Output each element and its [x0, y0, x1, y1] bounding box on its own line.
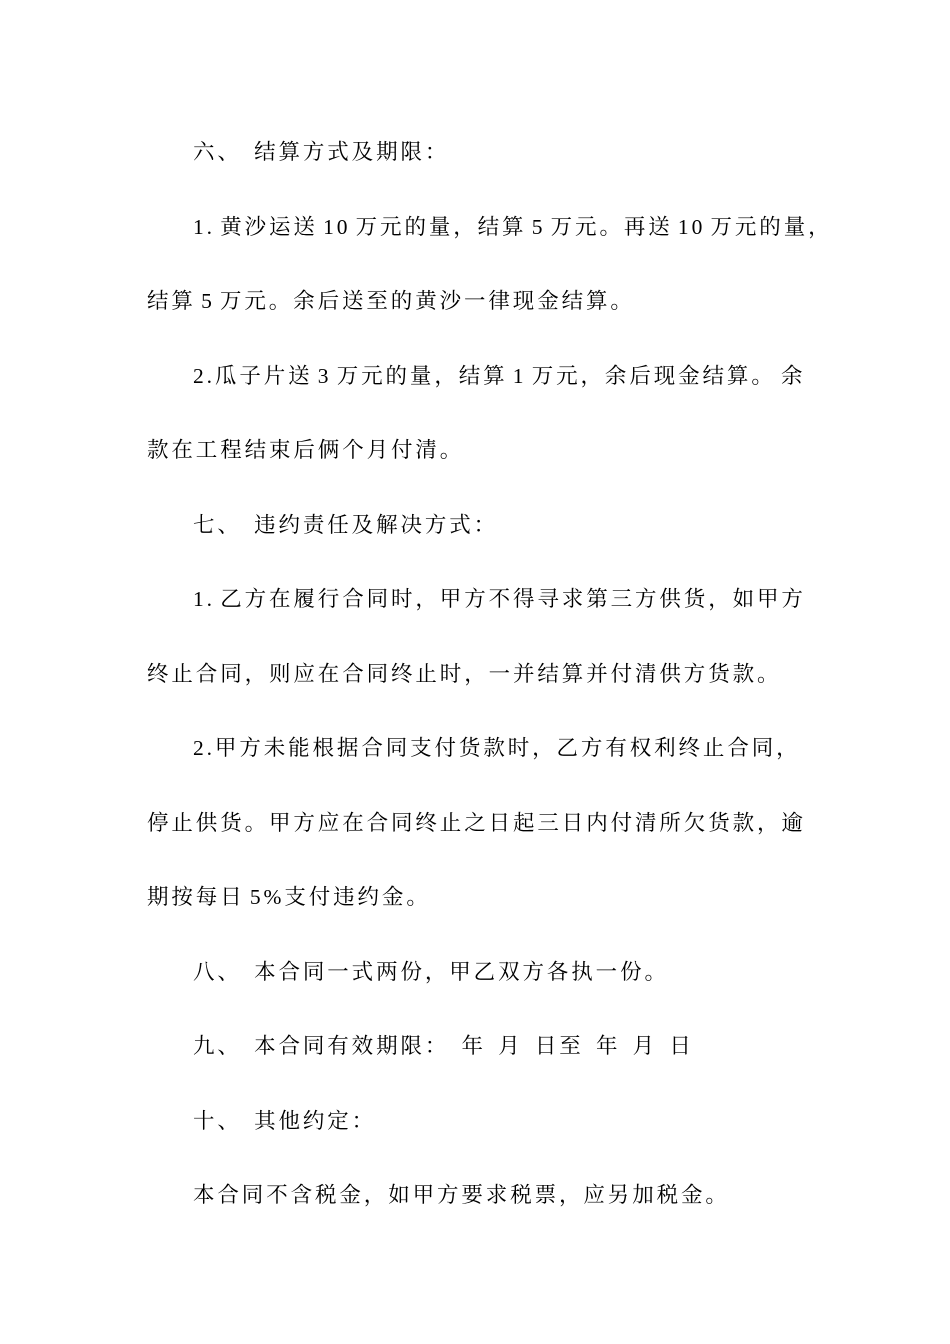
section-validity-period: [147, 1009, 907, 1084]
paragraph-line: 终止合同，则应在合同终止时，一并结算并付清供方货款。: [147, 661, 782, 686]
section-settlement: [147, 115, 907, 488]
paragraph: [147, 190, 907, 339]
paragraph-line: 1. 黄沙运送 10 万元的量，结算 5 万元。再送 10 万元的量，: [193, 214, 833, 239]
paragraph-line: 本合同不含税金，如甲方要求税票，应另加税金。: [193, 1183, 730, 1207]
paragraph: [147, 1158, 907, 1233]
paragraph-line: 结算 5 万元。余后送至的黄沙一律现金结算。: [147, 289, 635, 313]
paragraph-line: 1. 乙方在履行合同时，甲方不得寻求第三方供货，如甲方: [193, 587, 806, 611]
paragraph: [147, 562, 907, 711]
section-copies: [147, 935, 907, 1010]
paragraph: [147, 339, 907, 488]
paragraph-line: 期按每日 5%支付违约金。: [147, 885, 431, 909]
paragraph-line: 2.瓜子片送 3 万元的量，结算 1 万元，余后现金结算。 余: [193, 363, 806, 388]
section-heading: 八、 本合同一式两份，甲乙双方各执一份。: [193, 959, 669, 984]
section-breach-liability: [147, 488, 907, 935]
section-heading: 七、 违约责任及解决方式：: [193, 512, 499, 537]
paragraph-line: 2.甲方未能根据合同支付货款时，乙方有权利终止合同，: [193, 736, 801, 760]
paragraph: [147, 711, 907, 935]
document-body: [147, 115, 907, 1233]
section-other-terms: [147, 1084, 907, 1233]
section-heading: 十、 其他约定：: [193, 1108, 377, 1133]
paragraph-line: 停止供货。甲方应在合同终止之日起三日内付清所欠货款，逾: [147, 810, 806, 835]
section-heading: 六、 结算方式及期限：: [193, 140, 450, 164]
section-heading: 九、 本合同有效期限： 年 月 日至 年 月 日: [193, 1034, 694, 1058]
paragraph-line: 款在工程结束后俩个月付清。: [147, 438, 465, 462]
